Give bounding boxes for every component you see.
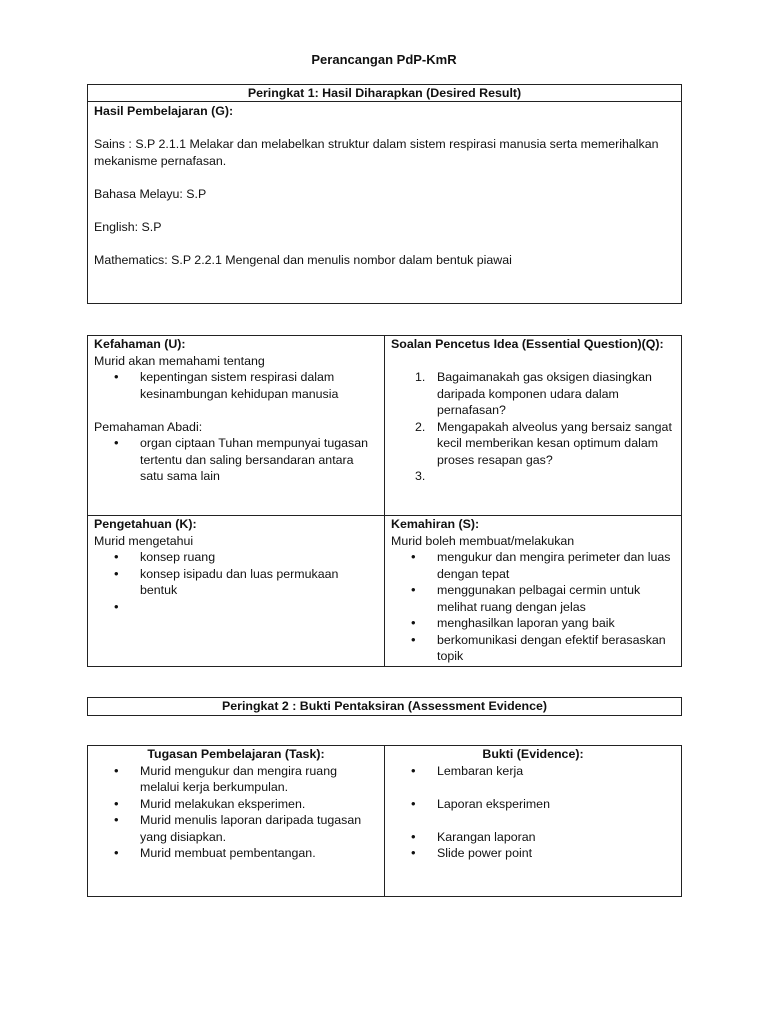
item-text: Bagaimanakah gas oksigen diasingkan daripada komponen udara dalam pernafasan? (437, 370, 652, 417)
list-gap (437, 779, 675, 796)
item-number: 3. (415, 469, 426, 483)
list-item: • Murid menulis laporan daripada tugasan yang disiapkan. (140, 812, 378, 845)
item-number: 1. (415, 370, 426, 384)
evidence-cell (385, 746, 681, 862)
goal-english: English: S.P (94, 219, 162, 234)
knowledge-intro: Murid mengetahui (94, 533, 194, 548)
item-number: 2. (415, 419, 426, 434)
list-item: • berkomunikasi dengan efektif berasaskan topik (437, 632, 675, 665)
tasks-cell (88, 746, 384, 862)
list-item (415, 468, 675, 485)
enduring-label: Pemahaman Abadi: (94, 419, 203, 434)
skills-label: Kemahiran (S): (391, 517, 480, 531)
goal-sains: Sains : S.P 2.1.1 Melakar dan melabelkan struktur dalam sistem respirasi manusia serta memerihalkan mekanisme pernafasan. (94, 137, 659, 168)
essential-question-cell (385, 336, 681, 485)
knowledge-cell (88, 516, 384, 615)
list-item: • menggunakan pelbagai cermin untuk melihat ruang dengan jelas (437, 582, 675, 615)
tasks-list (94, 763, 378, 862)
skills-list (391, 549, 675, 665)
stage2-header-box (87, 697, 682, 716)
stage2-header: Peringkat 2 : Bukti Pentaksiran (Assessment Evidence) (221, 699, 548, 713)
list-gap (437, 812, 675, 829)
item-text: Mengapakah alveolus yang bersaiz sangat kecil memberikan kesan optimum dalam proses resapan gas? (437, 419, 672, 467)
list-item: • kepentingan sistem respirasi dalam kesinambungan kehidupan manusia (140, 369, 378, 402)
goals-content (88, 103, 668, 268)
stage1-goals-box (87, 101, 682, 304)
list-item: • Murid mengukur dan mengira ruang melalui kerja berkumpulan. (140, 763, 378, 796)
enduring-list (94, 435, 378, 485)
list-item (140, 599, 378, 616)
list-item: • Karangan laporan (437, 829, 675, 846)
goals-label: Hasil Pembelajaran (G): (94, 104, 234, 118)
list-item: • Lembaran kerja (437, 763, 675, 780)
knowledge-label: Pengetahuan (K): (94, 517, 197, 531)
list-item: • Murid melakukan eksperimen. (140, 796, 378, 813)
list-item (415, 369, 675, 419)
list-item: • Slide power point (437, 845, 675, 862)
list-item: • organ ciptaan Tuhan mempunyai tugasan tertentu dan saling bersandaran antara satu sama lain (140, 435, 378, 485)
stage2-grid (87, 745, 682, 897)
stage1-grid (87, 335, 682, 667)
stage1-header-box (87, 84, 682, 102)
list-item: • konsep isipadu dan luas permukaan bentuk (140, 566, 378, 599)
tasks-label: Tugasan Pembelajaran (Task): (147, 747, 325, 761)
knowledge-list (94, 549, 378, 615)
list-item: • konsep ruang (140, 549, 378, 566)
understanding-list (94, 369, 378, 402)
evidence-list (391, 763, 675, 862)
list-item: • menghasilkan laporan yang baik (437, 615, 675, 632)
essential-question-label: Soalan Pencetus Idea (Essential Question)(Q): (391, 337, 664, 351)
understanding-label: Kefahaman (U): (94, 337, 186, 351)
skills-intro: Murid boleh membuat/melakukan (391, 533, 575, 548)
list-item: • Laporan eksperimen (437, 796, 675, 813)
page-title: Perancangan PdP-KmR (311, 52, 457, 67)
understanding-cell (88, 336, 384, 485)
skills-cell (385, 516, 681, 665)
evidence-label: Bukti (Evidence): (482, 747, 584, 761)
goal-mathematics: Mathematics: S.P 2.2.1 Mengenal dan menulis nombor dalam bentuk piawai (94, 252, 512, 267)
list-item: • mengukur dan mengira perimeter dan luas dengan tepat (437, 549, 675, 582)
essential-question-list (391, 369, 675, 485)
stage1-header: Peringkat 1: Hasil Diharapkan (Desired Result) (247, 86, 522, 100)
goal-bahasa-melayu: Bahasa Melayu: S.P (94, 186, 207, 201)
understanding-intro: Murid akan memahami tentang (94, 353, 265, 368)
list-item: • Murid membuat pembentangan. (140, 845, 378, 862)
list-item (415, 419, 675, 469)
